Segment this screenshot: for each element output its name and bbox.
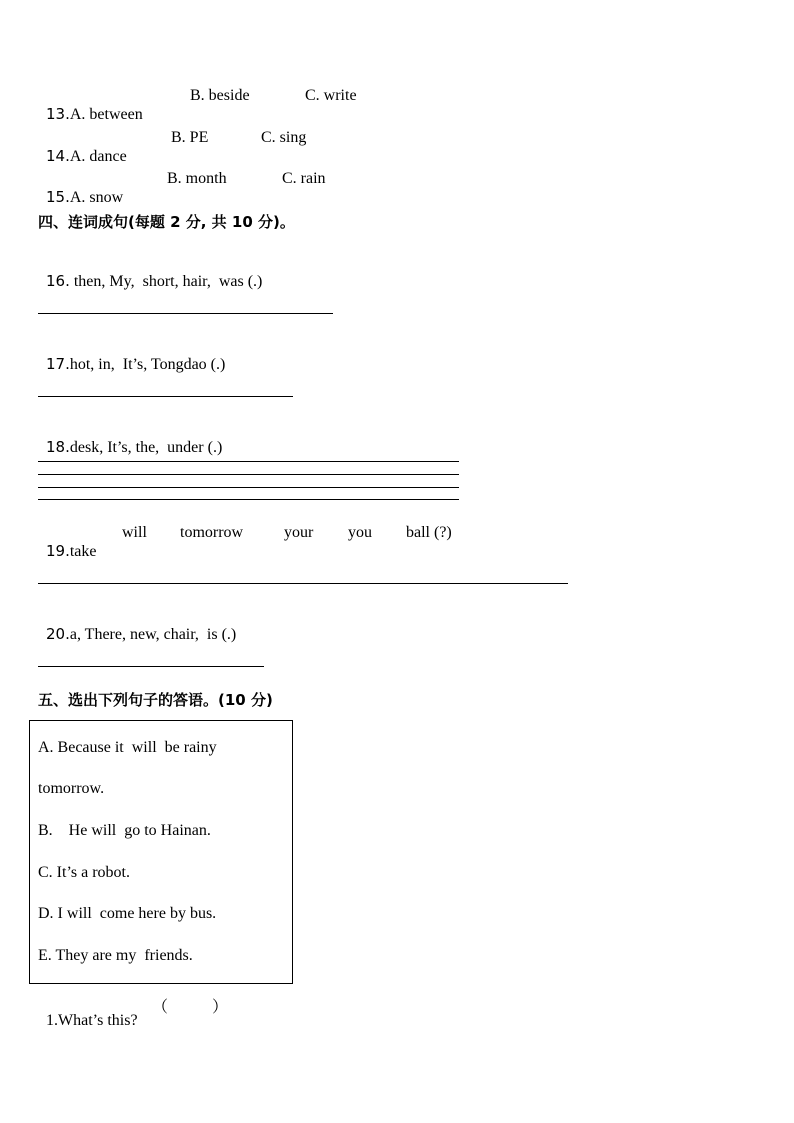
word: take <box>69 543 97 560</box>
question-19 <box>38 524 97 561</box>
question-15 <box>38 170 123 207</box>
section-5-question-1 <box>38 994 138 1030</box>
question-number: 16. <box>46 272 70 290</box>
word: will <box>122 524 147 541</box>
option-a: A. between <box>69 106 143 123</box>
writing-line[interactable] <box>38 474 459 475</box>
option-d: D. I will come here by bus. <box>38 905 217 922</box>
question-words: a, There, new, chair, is (.) <box>69 626 237 643</box>
question-13-option-c: C. write <box>305 87 357 104</box>
option-e: E. They are my friends. <box>38 947 193 964</box>
section-5-heading: 五、选出下列句子的答语。(10 分) <box>38 691 273 709</box>
question-16 <box>38 254 262 291</box>
question-number: 1. <box>46 1012 58 1029</box>
question-13-option-b: B. beside <box>190 87 250 104</box>
question-number: 13. <box>46 105 70 123</box>
word: ball (?) <box>406 524 452 541</box>
writing-line[interactable] <box>38 461 459 462</box>
question-14 <box>38 129 127 166</box>
section-4-heading: 四、连词成句(每题 2 分, 共 10 分)。 <box>38 213 295 231</box>
writing-line[interactable] <box>38 499 459 500</box>
question-number: 19. <box>46 542 70 560</box>
answer-line[interactable] <box>38 313 333 314</box>
question-number: 18. <box>46 438 70 456</box>
word: you <box>348 524 372 541</box>
question-15-option-c: C. rain <box>282 170 326 187</box>
question-number: 15. <box>46 188 70 206</box>
word: your <box>284 524 314 541</box>
question-14-option-c: C. sing <box>261 129 307 146</box>
question-words: desk, It’s, the, under (.) <box>69 439 223 456</box>
question-number: 14. <box>46 147 70 165</box>
option-a: A. snow <box>69 189 124 206</box>
answer-line[interactable] <box>38 583 568 584</box>
word: tomorrow <box>180 524 244 541</box>
option-c: C. It’s a robot. <box>38 864 130 881</box>
option-a-line2: tomorrow. <box>38 780 105 797</box>
question-15-option-b: B. month <box>167 170 227 187</box>
answer-parentheses[interactable]: （ ） <box>152 999 229 1016</box>
question-words: then, My, short, hair, was (.) <box>69 273 263 290</box>
answer-line[interactable] <box>38 666 264 667</box>
writing-line[interactable] <box>38 487 459 488</box>
question-17 <box>38 337 225 374</box>
question-14-option-b: B. PE <box>171 129 209 146</box>
question-text: What’s this? <box>58 1012 138 1029</box>
question-13 <box>38 87 143 124</box>
option-a-line1: A. Because it will be rainy <box>38 739 217 756</box>
question-words: hot, in, It’s, Tongdao (.) <box>69 356 226 373</box>
question-18 <box>38 420 222 457</box>
question-number: 20. <box>46 625 70 643</box>
question-number: 17. <box>46 355 70 373</box>
option-b: B. He will go to Hainan. <box>38 822 211 839</box>
answer-line[interactable] <box>38 396 293 397</box>
question-20 <box>38 607 236 644</box>
answer-options-box <box>29 720 293 984</box>
option-a: A. dance <box>69 148 127 165</box>
